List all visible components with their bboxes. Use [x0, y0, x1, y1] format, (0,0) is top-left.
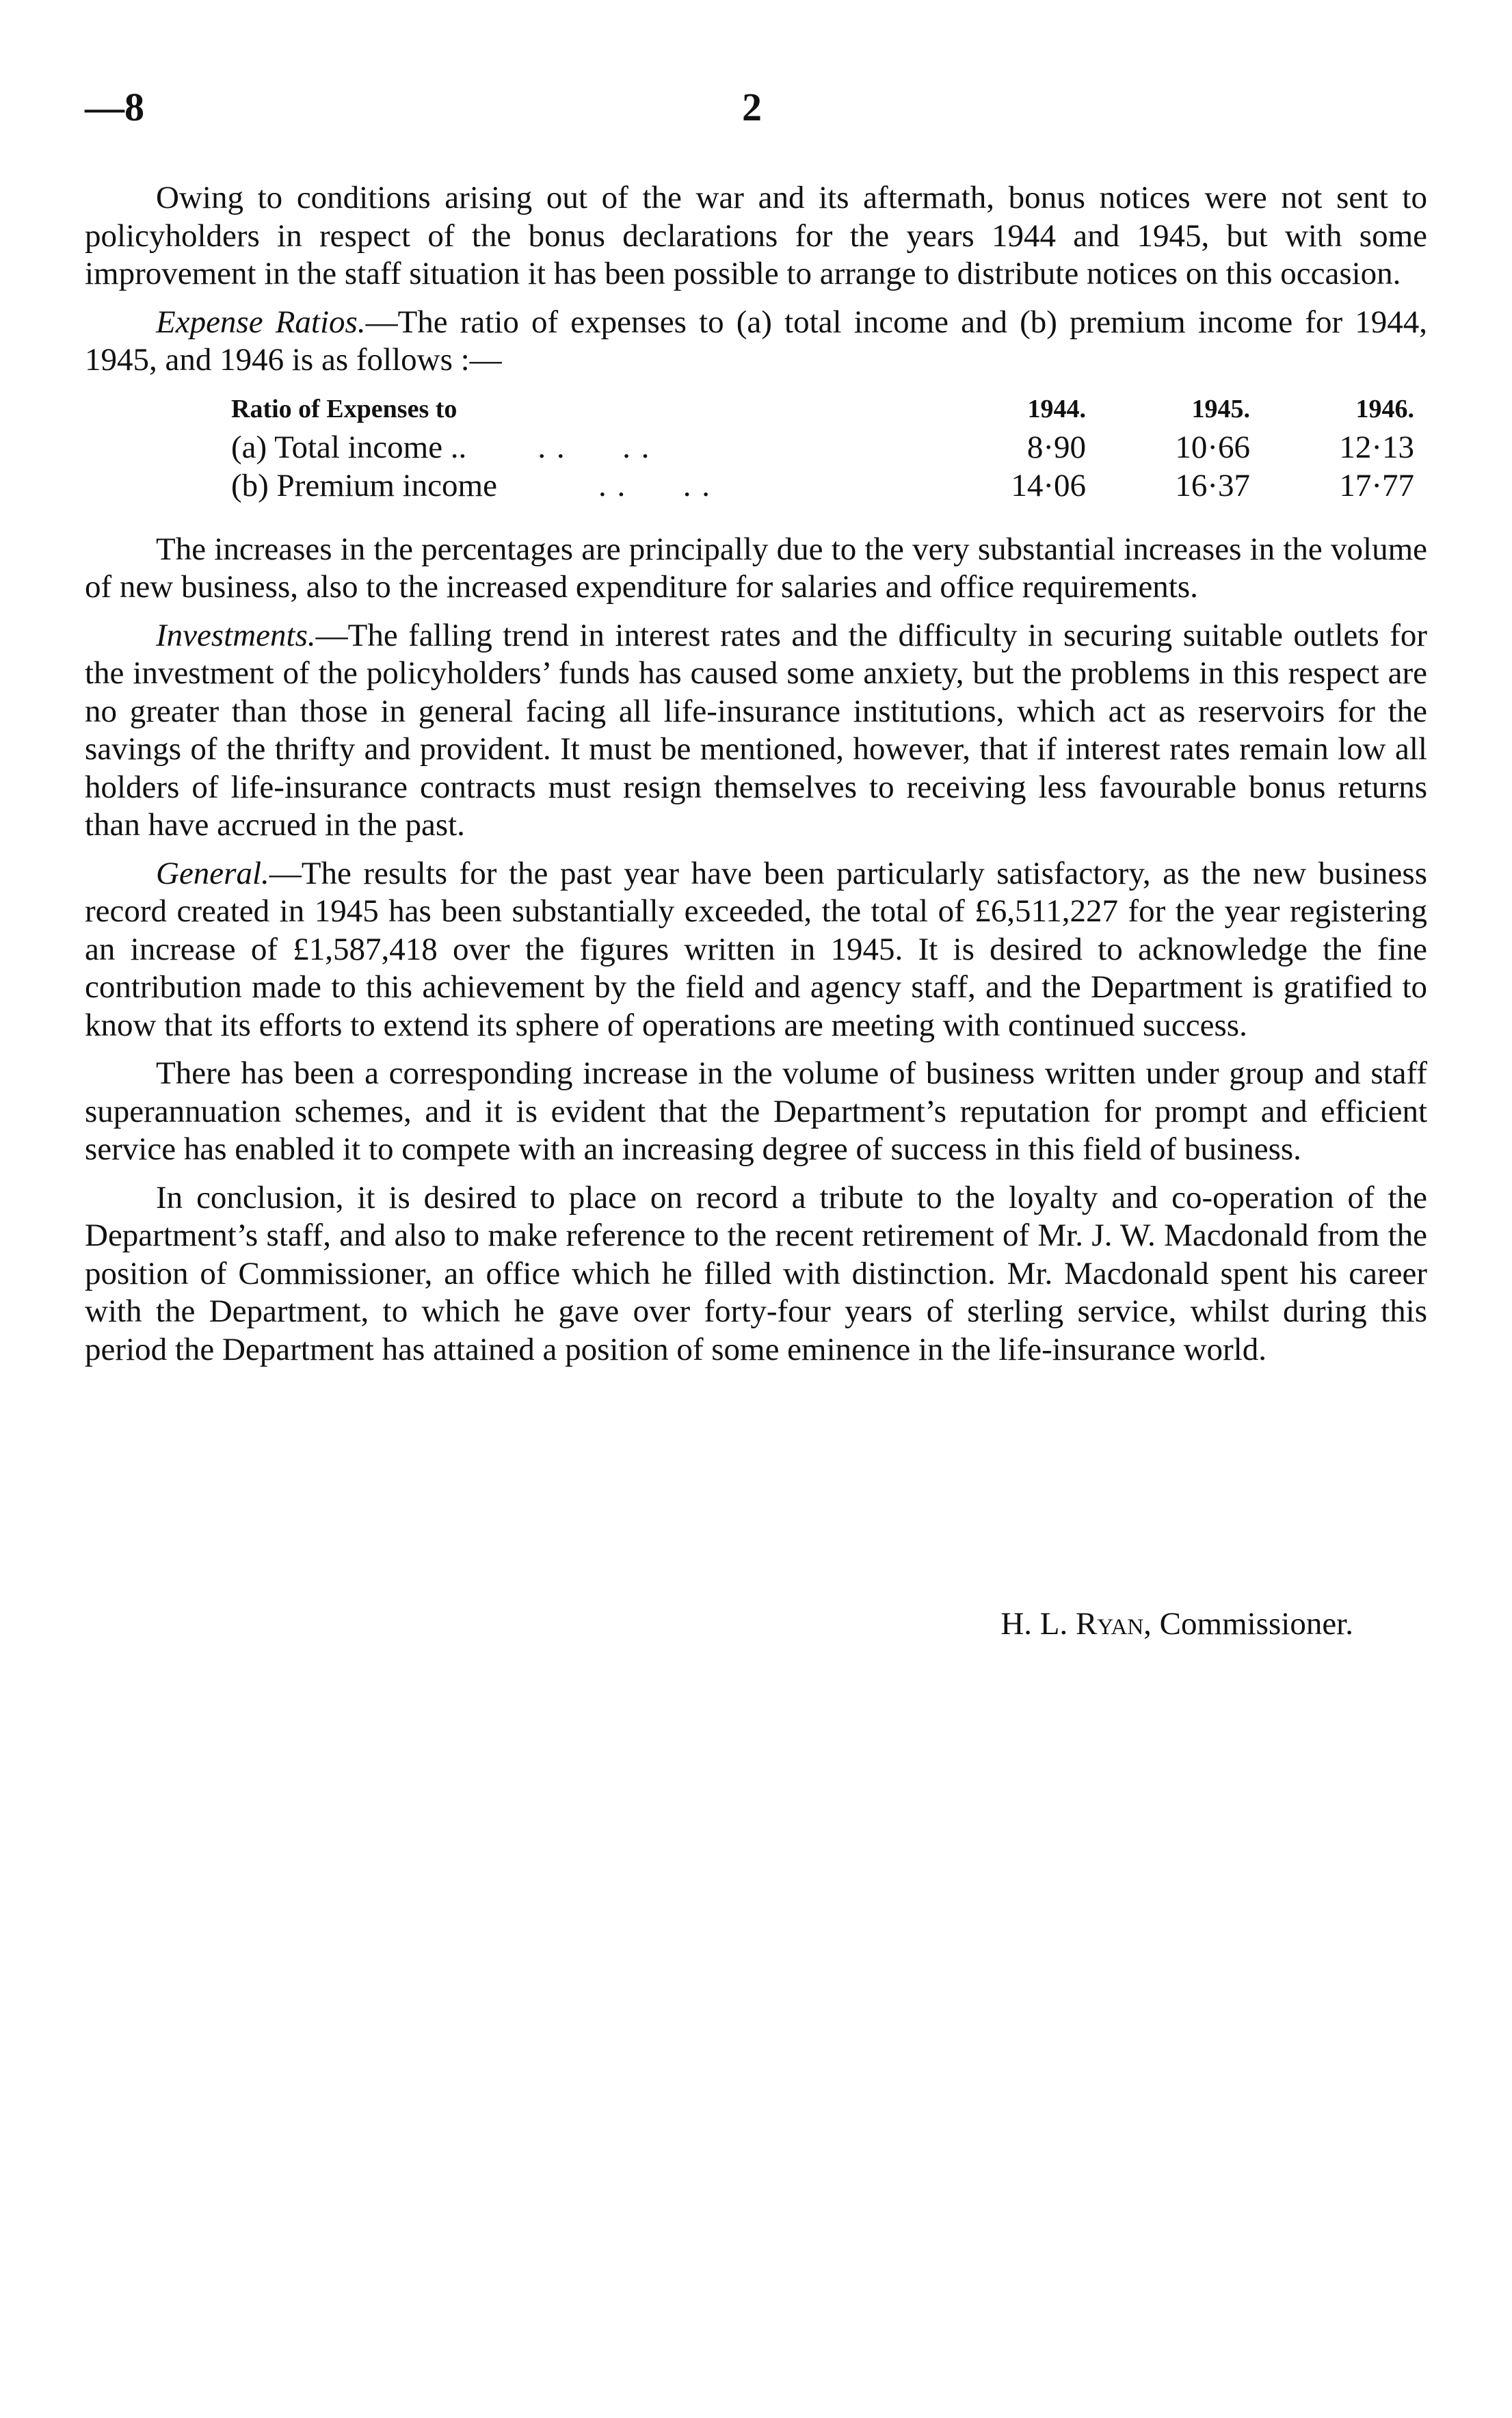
- paragraph-increases: The increases in the percentages are principally due to the very substantial increases in the volume of new business, also to the increased expenditure for salaries and office requirements.: [85, 531, 1427, 605]
- paragraph-general: [85, 855, 1427, 1045]
- row-label: (b) Premium income . . . .: [231, 467, 711, 503]
- signature-title: , Commissioner.: [1143, 1606, 1353, 1642]
- signature-surname: Ryan: [1075, 1606, 1144, 1642]
- table-header-year-1946: 1946.: [1355, 394, 1414, 423]
- row-label: (a) Total income .. . . . .: [231, 429, 651, 465]
- paragraph-bonus-notices: Owing to conditions arising out of the war and its aftermath, bonus notices were not sent to policyholders in respect of the bonus declarations for the years 1944 and 1945, but with some improvement in the staff situation it has been possible to arrange to distribute notices on this occasion.: [85, 180, 1427, 291]
- text-general: —The results for the past year have been particularly satisfactory, as the new business record created in 1945 has been substantially exceeded, the total of £6,511,227 for the year registering an increase of £1,587,418 over the figures written in 1945. It is desired to acknowledge the fine contribution made to this achievement by the field and agency staff, and the Department is gratified to know that its efforts to extend its sphere of operations are meeting with continued success.: [85, 855, 1427, 1043]
- expense-ratio-table: [231, 390, 1414, 505]
- table-row-total-income: [231, 428, 1414, 466]
- table-row-premium-income: [231, 466, 1414, 505]
- table-header-label: Ratio of Expenses to: [231, 394, 457, 423]
- cell-value: 14·06: [1011, 467, 1086, 503]
- cell-value: 8·90: [1026, 429, 1086, 465]
- text-expense-ratios: —The ratio of expenses to (a) total income and (b) premium income for 1944, 1945, and 1946 is as follows :—: [85, 304, 1427, 378]
- paragraph-superannuation: There has been a corresponding increase in the volume of business written under group and staff superannuation schemes, and it is evident that the Department’s reputation for prompt and efficient service has enabled it to compete with an increasing degree of success in this field of business.: [85, 1055, 1427, 1167]
- signature: [1000, 1608, 1353, 1640]
- paragraph-conclusion: In conclusion, it is desired to place on record a tribute to the loyalty and co-operation of the Department’s staff, and also to make reference to the recent retirement of Mr. J. W. Macdonald from the position of Commissioner, an office which he filled with distinction. Mr. Macdonald spent his career with the Department, to which he gave over forty-four years of sterling service, whilst during this period the Department has attained a position of some eminence in the life-insurance world.: [85, 1179, 1427, 1367]
- body-text: [85, 179, 1427, 1379]
- table-header-row: [231, 390, 1414, 428]
- heading-general: General.: [156, 855, 269, 891]
- cell-value: 12·13: [1339, 429, 1414, 465]
- signature-initials: H. L.: [1000, 1606, 1076, 1642]
- page-number: 2: [742, 85, 762, 129]
- paragraph-expense-ratios: [85, 304, 1427, 380]
- table-header-year-1944: 1944.: [1027, 394, 1086, 423]
- table-header-year-1945: 1945.: [1191, 394, 1250, 423]
- cell-value: 17·77: [1339, 467, 1414, 503]
- heading-expense-ratios: Expense Ratios.: [156, 304, 366, 340]
- paragraph-investments: [85, 617, 1427, 845]
- page-reference: —8: [85, 85, 144, 129]
- heading-investments: Investments.: [156, 617, 316, 653]
- text-investments: —The falling trend in interest rates and the difficulty in securing suitable outlets for the investment of the policyholders’ funds has caused some anxiety, but the problems in this respect are no greater than those in general facing all life-insurance institutions, which act as reservoirs for the savings of the thrifty and provident. It must be mentioned, however, that if interest rates remain low all holders of life-insurance contracts must resign themselves to receiving less favourable bonus returns than have accrued in the past.: [85, 617, 1427, 843]
- cell-value: 16·37: [1175, 467, 1250, 503]
- cell-value: 10·66: [1175, 429, 1250, 465]
